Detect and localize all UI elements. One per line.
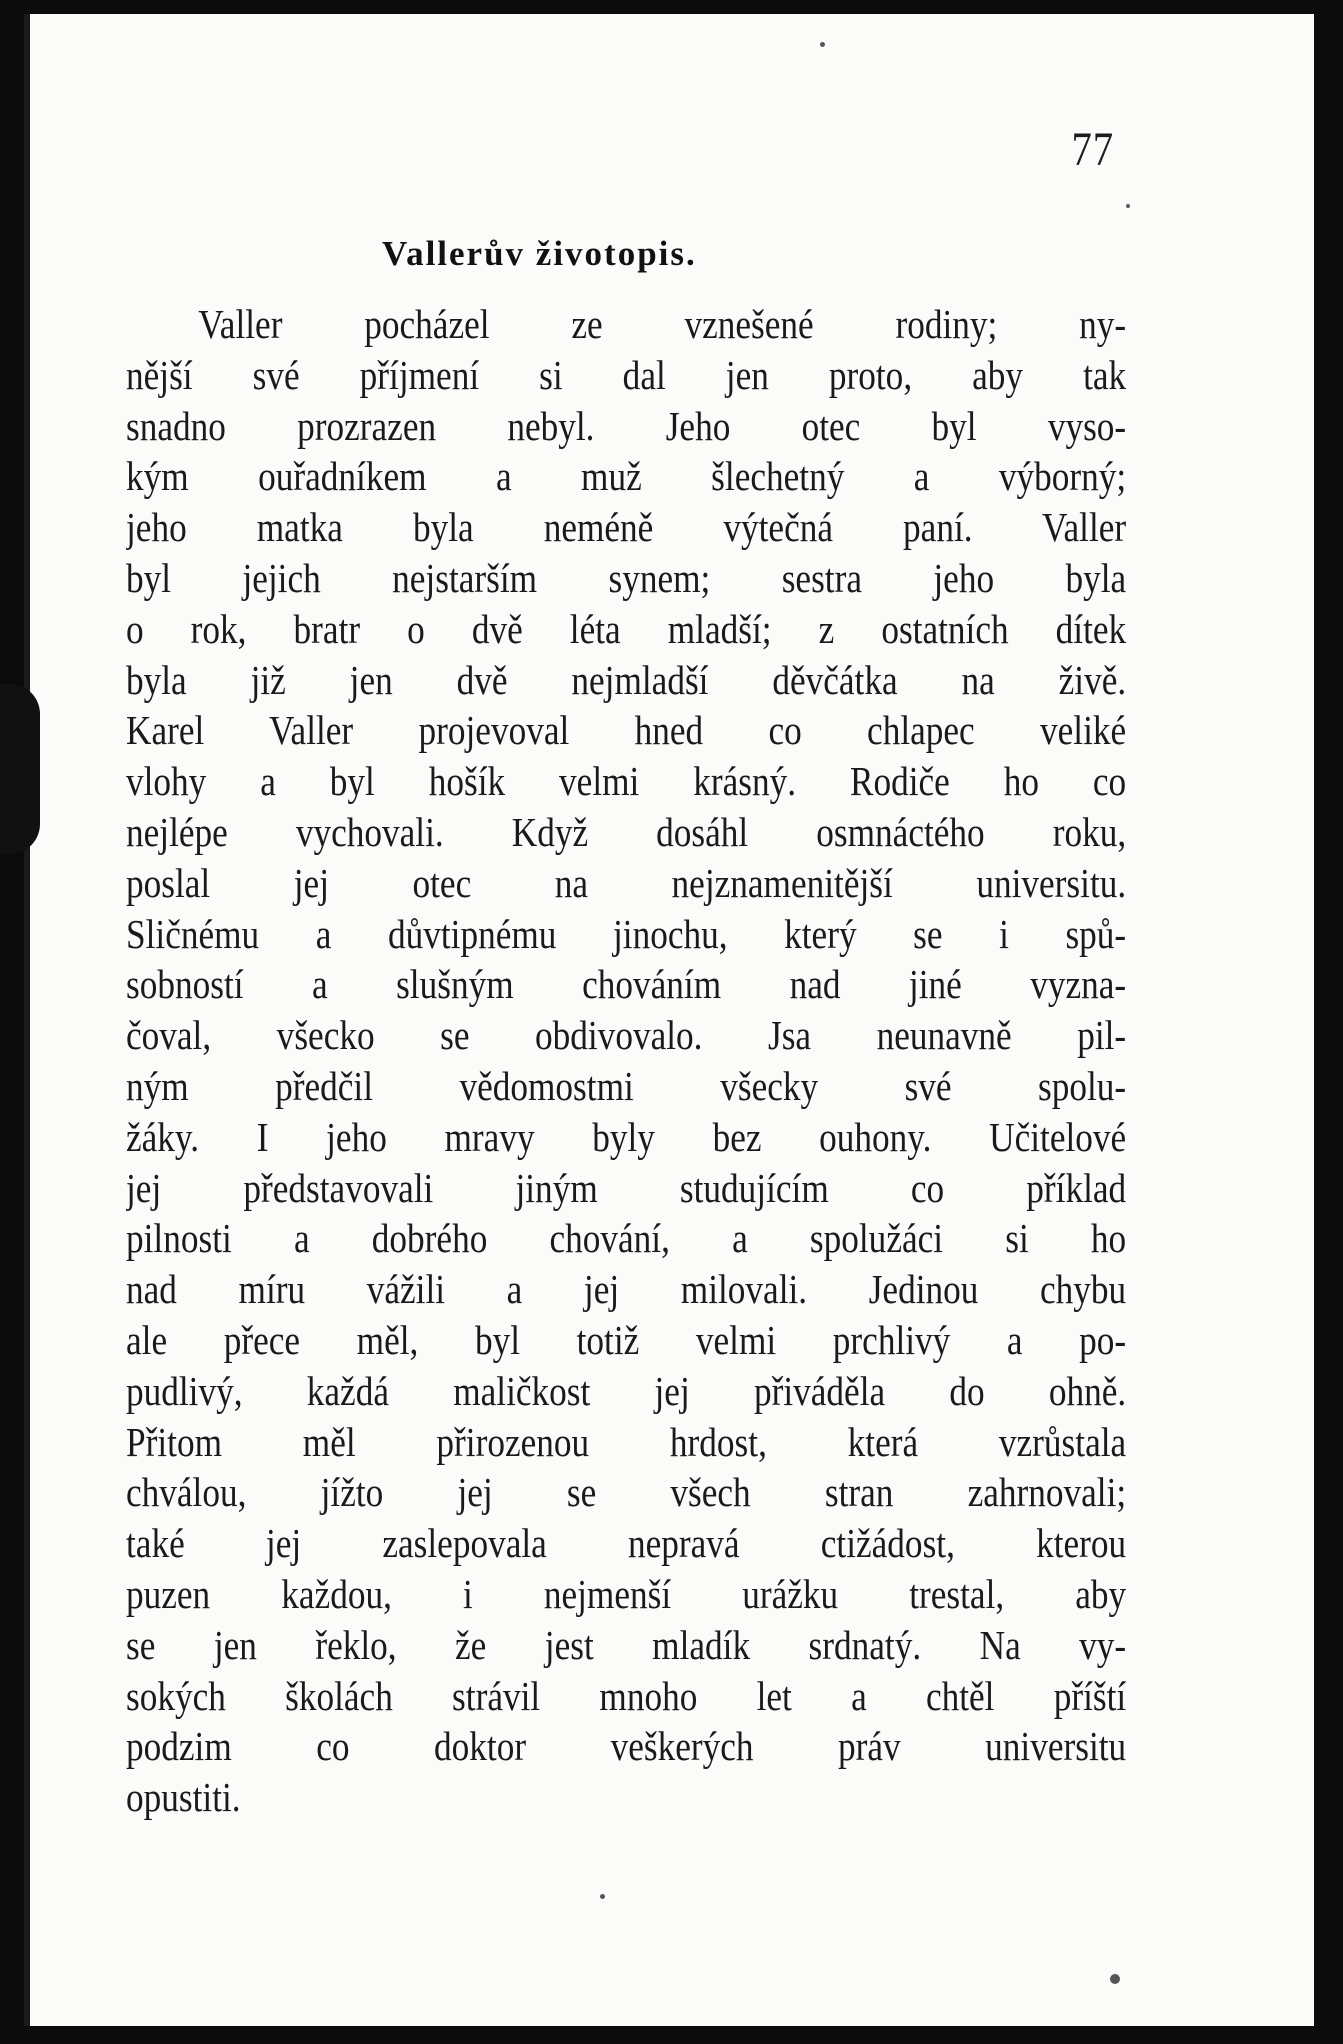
paper-speck (1126, 204, 1130, 208)
text-line: ným předčil vědomostmi všecky své spolu- (126, 1062, 1127, 1109)
text-line: Přitom měl přirozenou hrdost, která vzrůstala (126, 1418, 1127, 1465)
text-line: ale přece měl, byl totiž velmi prchlivý a po- (126, 1316, 1127, 1363)
text-line: byla již jen dvě nejmladší děvčátka na živě. (126, 656, 1127, 703)
text-line: poslal jej otec na nejznamenitější universitu. (126, 859, 1127, 906)
text-line: čoval, všecko se obdivovalo. Jsa neunavně pil- (126, 1012, 1127, 1059)
text-line: žáky. I jeho mravy byly bez ouhony. Učitelové (126, 1113, 1127, 1160)
text-line: také jej zaslepovala nepravá ctižádost, kterou (126, 1520, 1127, 1567)
text-line: Sličnému a důvtipnému jinochu, který se i spů- (126, 910, 1127, 957)
text-line: nad míru vážili a jej milovali. Jedinou chybu (126, 1266, 1127, 1313)
book-page (24, 14, 1314, 2026)
paper-speck (1110, 1974, 1120, 1984)
text-line: o rok, bratr o dvě léta mladší; z ostatních dítek (126, 605, 1127, 652)
paper-speck (600, 1894, 605, 1899)
binding-shadow (0, 684, 40, 854)
text-line: snadno prozrazen nebyl. Jeho otec byl vyso- (126, 402, 1127, 449)
text-line: pudlivý, každá maličkost jej přiváděla do ohně. (126, 1367, 1127, 1414)
text-line: sobností a slušným chováním nad jiné vyzna- (126, 961, 1127, 1008)
text-line: Valler pocházel ze vznešené rodiny; ny- (198, 301, 1127, 347)
text-line: jej představovali jiným studujícím co příklad (126, 1164, 1127, 1211)
text-line: opustiti. (126, 1774, 241, 1821)
body-text (126, 299, 1126, 1823)
text-line: sokých školách strávil mnoho let a chtěl příští (126, 1672, 1127, 1719)
text-line: byl jejich nejstarším synem; sestra jeho byla (126, 554, 1127, 601)
text-line: nější své příjmení si dal jen proto, aby tak (126, 351, 1127, 398)
page-number: 77 (1071, 123, 1114, 176)
text-line: puzen každou, i nejmenší urážku trestal, aby (126, 1570, 1127, 1617)
text-line: kým ouřadníkem a muž šlechetný a výborný; (126, 453, 1127, 500)
text-line: pilnosti a dobrého chování, a spolužáci si ho (126, 1215, 1127, 1262)
text-line: nejlépe vychovali. Když dosáhl osmnáctého roku, (126, 808, 1127, 855)
paper-speck (820, 42, 825, 47)
text-line: chválou, jížto jej se všech stran zahrnovali; (126, 1469, 1127, 1516)
section-heading: Vallerův životopis. (382, 234, 697, 273)
text-line: podzim co doktor veškerých práv universitu (126, 1723, 1127, 1770)
text-line: se jen řeklo, že jest mladík srdnatý. Na vy- (126, 1621, 1127, 1668)
text-line: vlohy a byl hošík velmi krásný. Rodiče ho co (126, 758, 1127, 805)
text-line: Karel Valler projevoval hned co chlapec veliké (126, 707, 1127, 754)
text-line: jeho matka byla neméně výtečná paní. Valler (126, 504, 1127, 551)
